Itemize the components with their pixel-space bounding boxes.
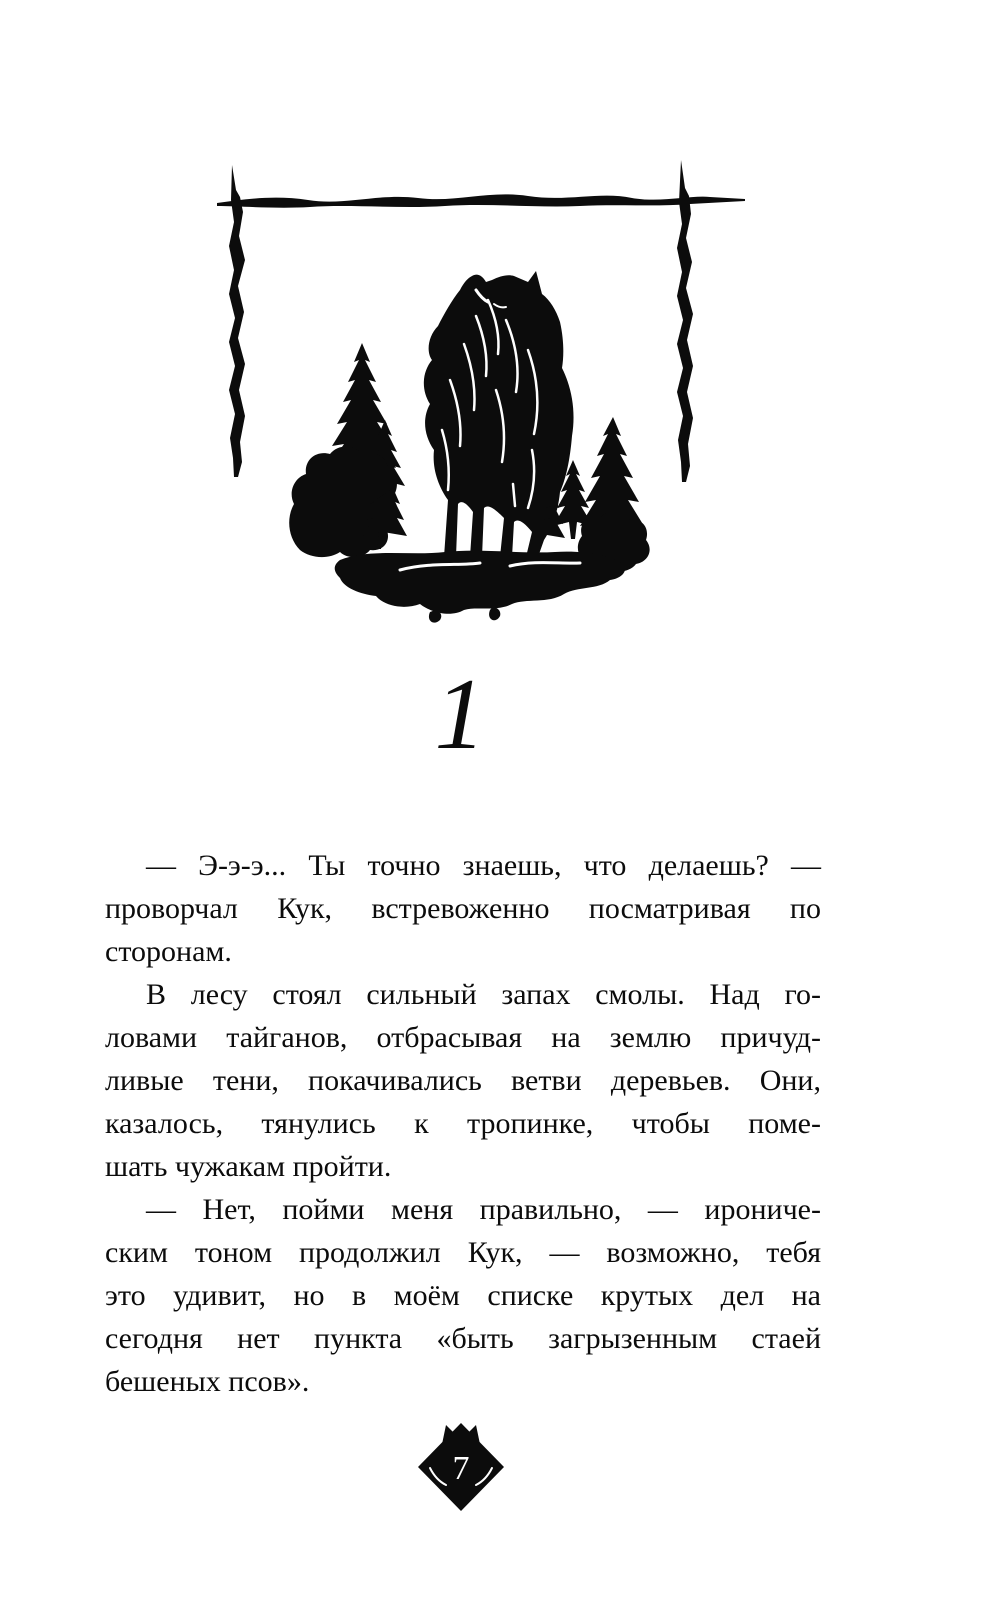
text-line: сторонам. [105,935,232,968]
chapter-number: 1 [434,658,486,771]
text-line: это удивит, но в моём списке крутых дел на [105,1279,821,1312]
text-line: ливые тени, покачивались ветви деревьев. Они, [105,1064,821,1097]
ground-rocks [335,551,625,614]
text-line: шать чужакам пройти. [105,1150,392,1183]
wolf-illustration [280,260,660,625]
text-line: В лесу стоял сильный запах смолы. Над го- [146,978,821,1011]
body-text [105,844,821,1403]
page-number: 7 [452,1450,470,1487]
text-line: сегодня нет пункта «быть загрызенным стаей [105,1322,821,1355]
ground-drip [489,608,500,621]
text-line: казалось, тянулись к тропинке, чтобы поме- [105,1107,821,1140]
text-line: — Нет, пойми меня правильно, — ирониче- [146,1193,821,1226]
text-line: — Э-э-э... Ты точно знаешь, что делаешь? — [146,849,821,882]
text-line: проворчал Кук, встревоженно посматривая по [105,892,821,925]
page-number-ornament [415,1418,507,1512]
text-line: ским тоном продолжил Кук, — возможно, тебя [105,1236,821,1269]
text-line: бешеных псов». [105,1365,310,1398]
text-line: ловами тайганов, отбрасывая на землю причуд- [105,1021,821,1054]
ground-drip [429,611,441,623]
